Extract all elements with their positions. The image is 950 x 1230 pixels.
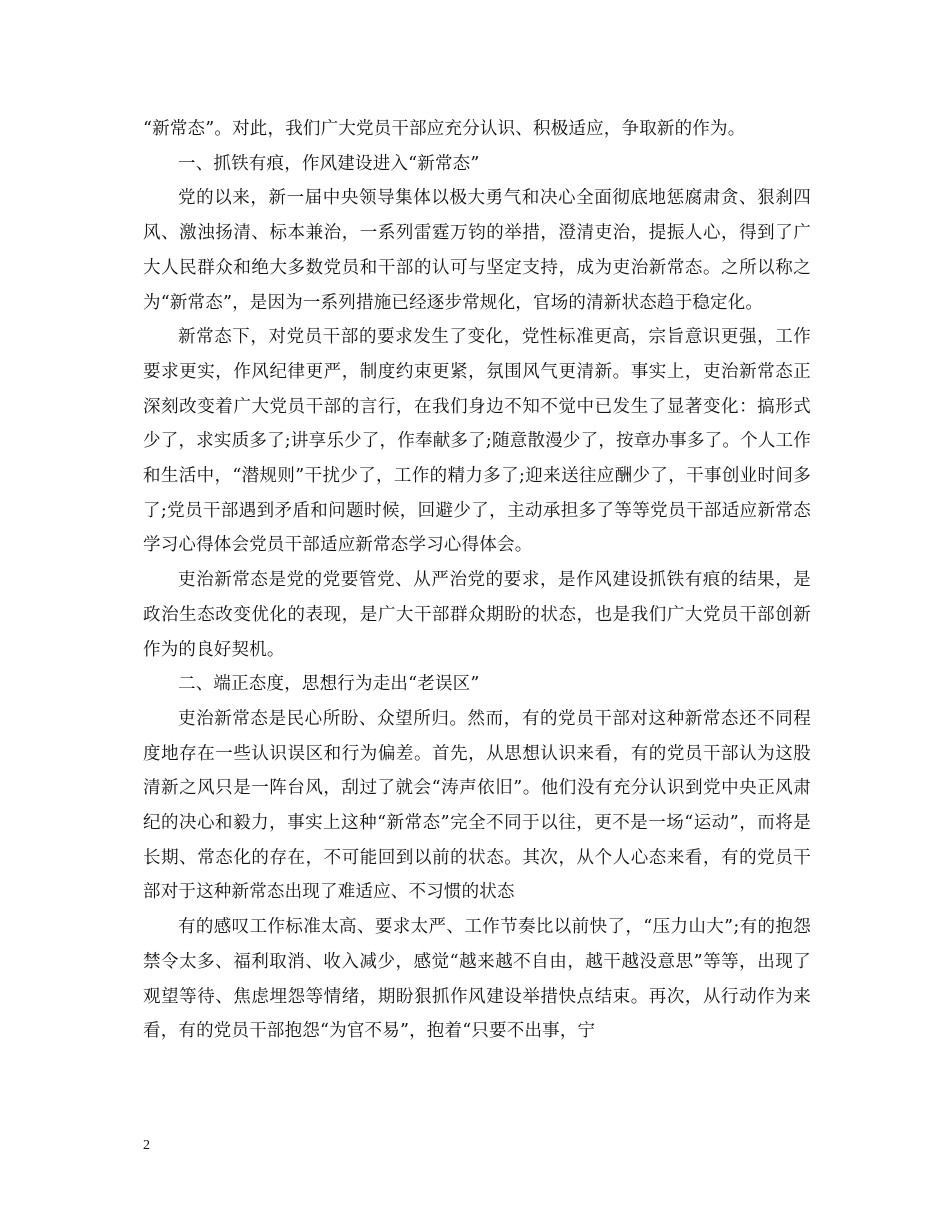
document-body [143, 112, 811, 1049]
page-number: 2 [143, 1138, 150, 1153]
paragraph: 吏治新常态是党的党要管党、从严治党的要求，是作风建设抓铁有痕的结果，是政治生态改变优化的表现，是广大干部群众期盼的状态，也是我们广大党员干部创新作为的良好契机。 [143, 570, 811, 660]
section-heading-1: 一、抓铁有痕，作风建设进入“新常态” [178, 153, 480, 174]
paragraph: 党的以来，新一届中央领导集体以极大勇气和决心全面彻底地惩腐肃贪、狠刹四风、激浊扬清、标本兼治，一系列雷霆万钧的举措，澄清吏治，提振人心，得到了广大人民群众和绝大多数党员和干部的认可与坚定支持，成为吏治新常态。之所以称之为“新常态”，是因为一系列措施已经逐步常规化，官场的清新状态趋于稳定化。 [143, 188, 811, 313]
paragraph: 新常态下，对党员干部的要求发生了变化，党性标准更高，宗旨意识更强，工作要求更实，作风纪律更严，制度约束更紧，氛围风气更清新。事实上，吏治新常态正深刻改变着广大党员干部的言行，在我们身边不知不觉中已发生了显著变化：搞形式少了，求实质多了;讲享乐少了，作奉献多了;随意散漫少了，按章办事多了。个人工作和生活中，“潜规则”干扰少了，工作的精力多了;迎来送往应酬少了，干事创业时间多了;党员干部遇到矛盾和问题时候，回避少了，主动承担多了等等党员干部适应新常态学习心得体会党员干部适应新常态学习心得体会。 [143, 327, 811, 556]
paragraph: 有的感叹工作标准太高、要求太严、工作节奏比以前快了，“压力山大”;有的抱怨禁令太多、福利取消、收入减少，感觉“越来越不自由，越干越没意思”等等，出现了观望等待、焦虑埋怨等情绪，期盼狠抓作风建设举措快点结束。再次，从行动作为来看，有的党员干部抱怨“为官不易”，抱着“只要不出事，宁 [143, 917, 811, 1042]
paragraph: 吏治新常态是民心所盼、众望所归。然而，有的党员干部对这种新常态还不同程度地存在一些认识误区和行为偏差。首先，从思想认识来看，有的党员干部认为这股清新之风只是一阵台风，刮过了就会“涛声依旧”。他们没有充分认识到党中央正风肃纪的决心和毅力，事实上这种“新常态”完全不同于以往，更不是一场“运动”，而将是长期、常态化的存在，不可能回到以前的状态。其次，从个人心态来看，有的党员干部对于这种新常态出现了难适应、不习惯的状态 [143, 708, 811, 903]
section-heading-2: 二、端正态度，思想行为走出“老误区” [178, 674, 480, 695]
paragraph-continuation: “新常态”。对此，我们广大党员干部应充分认识、积极适应，争取新的作为。 [143, 119, 746, 139]
